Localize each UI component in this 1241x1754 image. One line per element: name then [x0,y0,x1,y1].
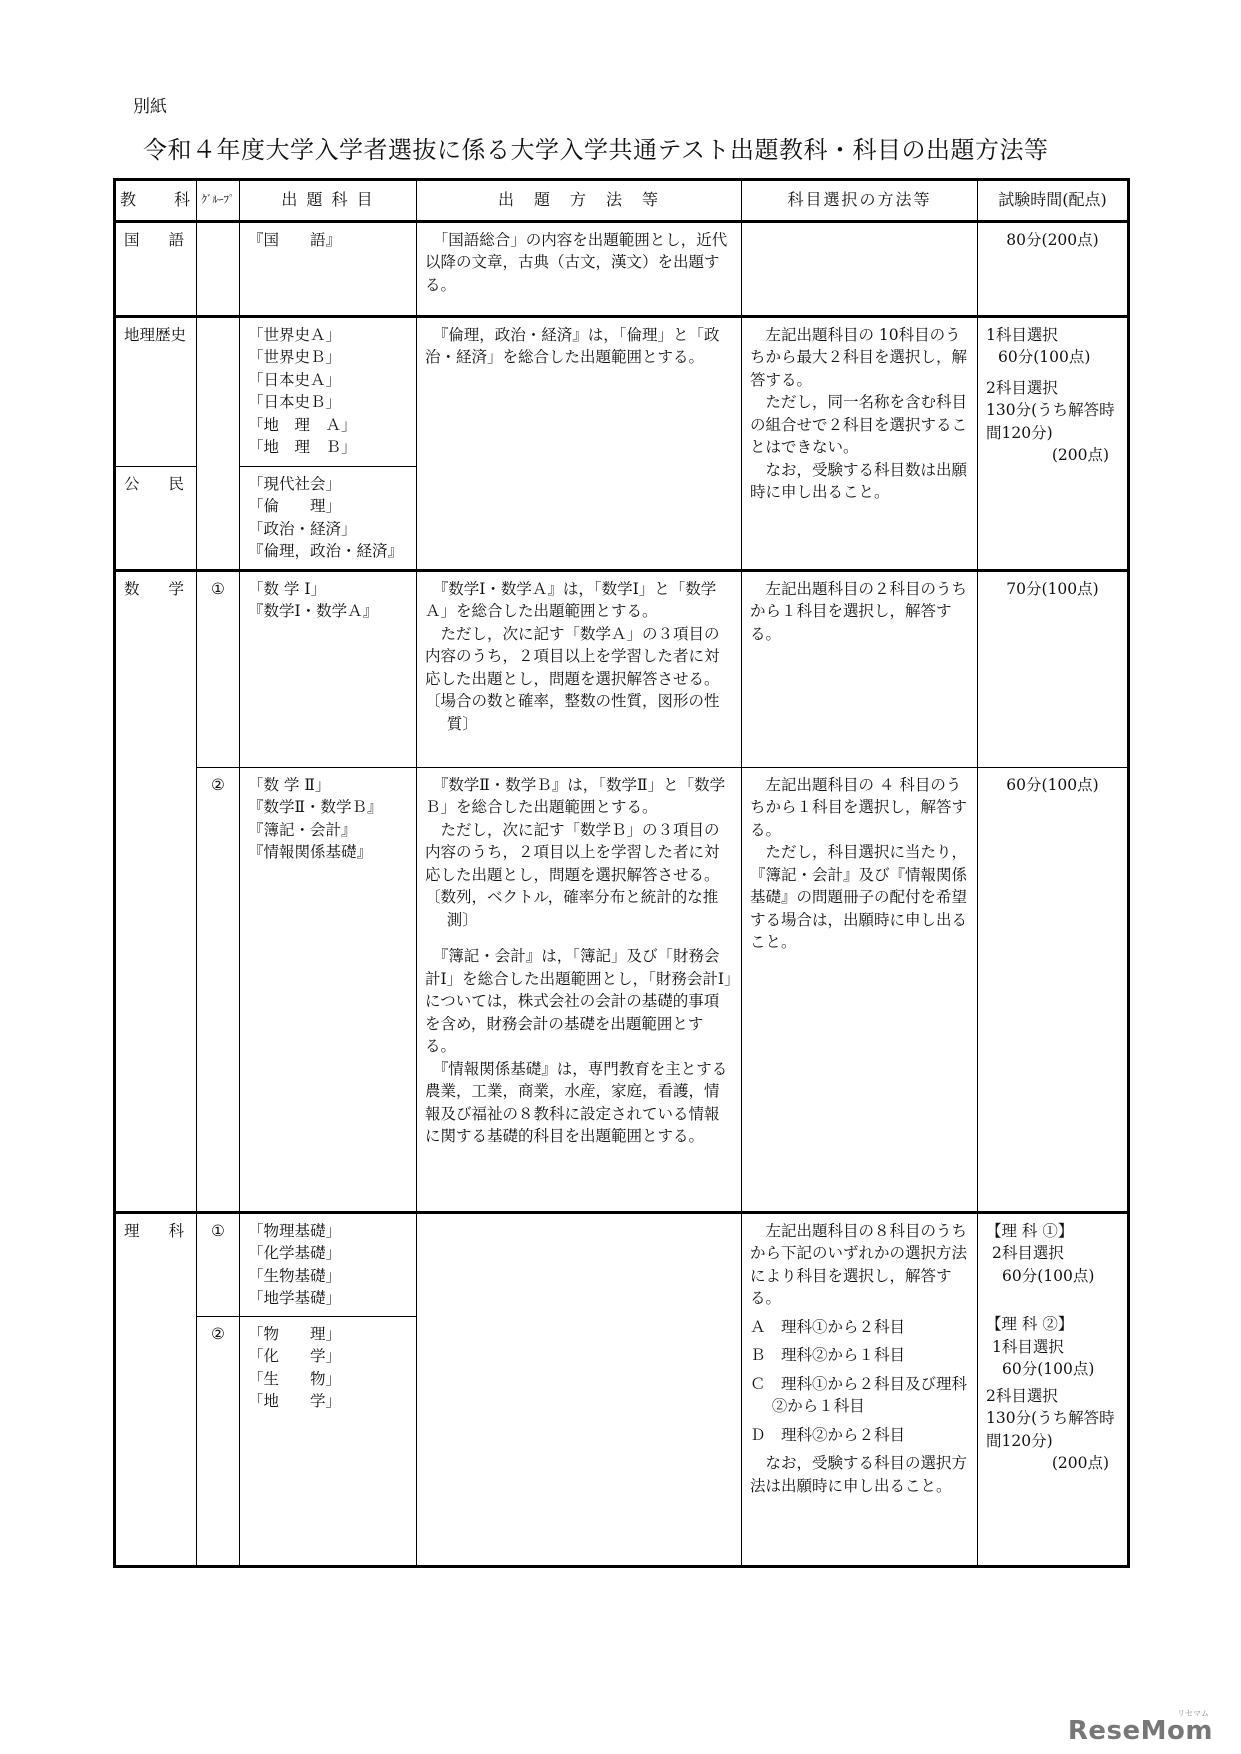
group-rika-2: ② [197,1316,240,1566]
header-time: 試験時間(配点) [978,180,1129,222]
time-kokugo: 80分(200点) [978,221,1129,316]
group-rika-1: ① [197,1212,240,1316]
group-sugaku-1: ① [197,570,240,767]
courses-rika-2: 「物 理」 「化 学」 「生 物」 「地 学」 [240,1316,417,1566]
method-rika [417,1212,742,1566]
header-courses: 出 題 科 目 [240,180,417,222]
table-row-chiri-rekishi [115,316,1129,466]
selection-shakai: 左記出題科目の 10科目のうちから最大２科目を選択し，解答する。 ただし，同一名称を含む科目の組合せで２科目を選択することはできない。 なお，受験する科目数は出願時に申し出ること。 [742,316,978,570]
method-shakai: 『倫理，政治・経済』は，「倫理」と「政治・経済」を総合した出題範囲とする。 [417,316,742,570]
courses-rika-1: 「物理基礎」 「化学基礎」 「生物基礎」 「地学基礎」 [240,1212,417,1316]
table-row-sugaku-2 [115,767,1129,1212]
courses-komin: 「現代社会」 「倫 理」 「政治・経済」 『倫理，政治・経済』 [240,466,417,570]
selection-rika: 左記出題科目の８科目のうちから下記のいずれかの選択方法により科目を選択し，解答する。 Ａ 理科①から２科目 Ｂ 理科②から１科目 Ｃ 理科①から２科目及び理科②から１科目 Ｄ 理科②から２科目 なお，受験する科目の選択方法は出願時に申し出ること。 [742,1212,978,1566]
subject-area-kokugo: 国 語 [124,230,184,249]
time-rika: 【理 科 ①】 2科目選択 60分(100点) 【理 科 ②】 1科目選択 60分(100点) 2科目選択 130分(うち解答時間120分) (200点) [978,1212,1129,1566]
header-method: 出 題 方 法 等 [417,180,742,222]
selection-kokugo [742,221,978,316]
header-subject-area: 教 科 [115,180,197,222]
courses-sugaku-1: 「数 学 Ⅰ」 『数学Ⅰ・数学Ａ』 [240,570,417,767]
header-selection: 科目選択の方法等 [742,180,978,222]
subject-area-chiri-rekishi: 地理歴史 [115,316,197,466]
table-row-rika-1 [115,1212,1129,1316]
group-cell [197,221,240,316]
method-sugaku-1: 『数学Ⅰ・数学Ａ』は，「数学Ⅰ」と「数学Ａ」を総合した出題範囲とする。 ただし，次に記す「数学Ａ」の３項目の内容のうち，２項目以上を学習した者に対応した出題とし，問題を選択解答させる。 〔場合の数と確率，整数の性質，図形の性質〕 [417,570,742,767]
time-sugaku-1: 70分(100点) [978,570,1129,767]
courses-chiri-rekishi: 「世界史Ａ」 「世界史Ｂ」 「日本史Ａ」 「日本史Ｂ」 「地 理 Ａ」 「地 理 Ｂ」 [240,316,417,466]
group-sugaku-2: ② [197,767,240,1212]
courses-kokugo: 『国 語』 [240,221,417,316]
table-row-sugaku-1 [115,570,1129,767]
method-sugaku-2: 『数学Ⅱ・数学Ｂ』は，「数学Ⅱ」と「数学Ｂ」を総合した出題範囲とする。 ただし，次に記す「数学Ｂ」の３項目の内容のうち，２項目以上を学習した者に対応した出題とし，問題を選択解答させる。 〔数列，ベクトル，確率分布と統計的な推測〕 『簿記・会計』は，「簿記」及び「財務会計Ⅰ」を総合した出題範囲とし，「財務会計Ⅰ」については，株式会社の会計の基礎的事項を含め，財務会計の基礎を出題範囲とする。 『情報関係基礎』は，専門教育を主とする農業，工業，商業，水産，家庭，看護，情報及び福祉の８教科に設定されている情報に関する基礎的科目を出題範囲とする。 [417,767,742,1212]
table-row-kokugo [115,221,1129,316]
time-shakai: 1科目選択 60分(100点) 2科目選択 130分(うち解答時間120分) (200点) [978,316,1129,570]
method-kokugo: 「国語総合」の内容を出題範囲とし，近代以降の文章，古典（古文，漢文）を出題する。 [417,221,742,316]
selection-sugaku-1: 左記出題科目の２科目のうちから１科目を選択し，解答する。 [742,570,978,767]
document-title: 令和４年度大学入学者選抜に係る大学入学共通テスト出題教科・科目の出題方法等 [143,136,1049,164]
exam-subjects-table [113,178,1130,1568]
selection-sugaku-2: 左記出題科目の ４ 科目のうちから１科目を選択し，解答する。 ただし，科目選択に当たり，『簿記・会計』及び『情報関係基礎』の問題冊子の配付を希望する場合は，出願時に申し出ること。 [742,767,978,1212]
header-group: ｸﾞﾙｰﾌﾟ [197,180,240,222]
subject-area-rika: 理 科 [124,1221,184,1240]
subject-area-sugaku: 数 学 [124,579,184,598]
group-cell [197,316,240,570]
time-sugaku-2: 60分(100点) [978,767,1129,1212]
table-header-row [115,180,1129,222]
attachment-label: 別紙 [133,97,167,117]
subject-area-komin: 公 民 [124,474,184,493]
courses-sugaku-2: 「数 学 Ⅱ」 『数学Ⅱ・数学Ｂ』 『簿記・会計』 『情報関係基礎』 [240,767,417,1212]
resemom-watermark-logo: ReseMom [1067,1716,1213,1746]
watermark-sub: リセマム [1177,1709,1209,1718]
